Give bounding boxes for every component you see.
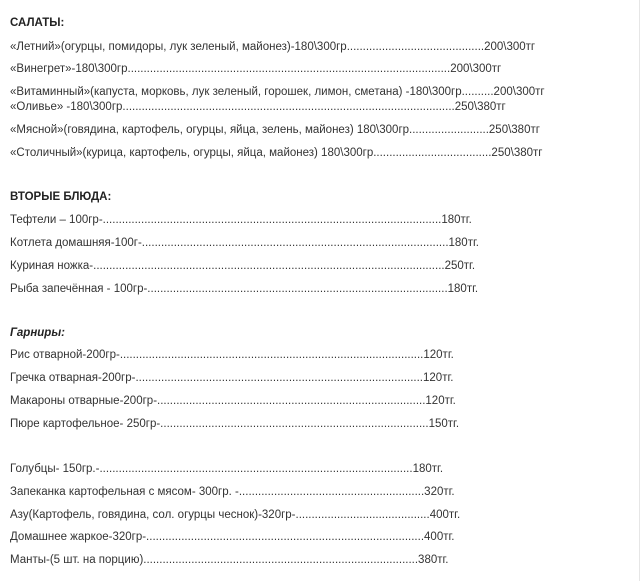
menu-item: «Витаминный»(капуста, морковь, лук зеленый, горошек, лимон, сметана) -180\300гр..........200\300тг: [10, 86, 545, 98]
menu-item: Макароны отварные-200гр-....................................................................................120тг.: [10, 395, 456, 407]
menu-item: Голубцы- 150гр.-..................................................................................................180тг.: [10, 463, 444, 475]
menu-item: Домашнее жаркое-320гр-.......................................................................................400тг.: [10, 531, 455, 543]
menu-item: Манты-(5 шт. на порцию)......................................................................................380тг.: [10, 554, 449, 566]
main-courses-heading: ВТОРЫЕ БЛЮДА:: [10, 191, 112, 203]
menu-item: «Винегрет»-180\300гр.....................................................................................................200\300тг: [10, 63, 502, 75]
menu-item: Рис отварной-200гр-...............................................................................................120тг.: [10, 349, 454, 361]
menu-item: «Оливье» -180\300гр........................................................................................................250\380тг: [10, 101, 506, 113]
salads-heading: САЛАТЫ:: [10, 17, 65, 29]
menu-item: Рыба запечённая - 100гр-..............................................................................................180тг.: [10, 283, 479, 295]
menu-item: Гречка отварная-200гр-..........................................................................................120тг.: [10, 372, 454, 384]
menu-item: Азу(Картофель, говядина, сол. огурцы чеснок)-320гр-..........................................400тг.: [10, 509, 461, 521]
garnishes-heading: Гарниры:: [10, 327, 65, 339]
menu-item: Пюре картофельное- 250гр-....................................................................................150тг.: [10, 418, 460, 430]
menu-item: Котлета домашняя-100г-................................................................................................180тг.: [10, 237, 479, 249]
menu-item: «Столичный»(курица, картофель, огурцы, яйца, майонез) 180\300гр.....................................250\380тг: [10, 147, 543, 159]
menu-item: «Летний»(огурцы, помидоры, лук зеленый, майонез)-180\300гр...........................................200\300тг: [10, 41, 536, 53]
menu-item: Запеканка картофельная с мясом- 300гр. -..........................................................320тг.: [10, 486, 455, 498]
menu-item: Тефтели – 100гр-..........................................................................................................180тг.: [10, 214, 472, 226]
menu-item: «Мясной»(говядина, картофель, огурцы, яйца, зелень, майонез) 180\300гр.........................250\380тг: [10, 124, 540, 136]
menu-item: Куриная ножка-..............................................................................................................250тг.: [10, 260, 476, 272]
